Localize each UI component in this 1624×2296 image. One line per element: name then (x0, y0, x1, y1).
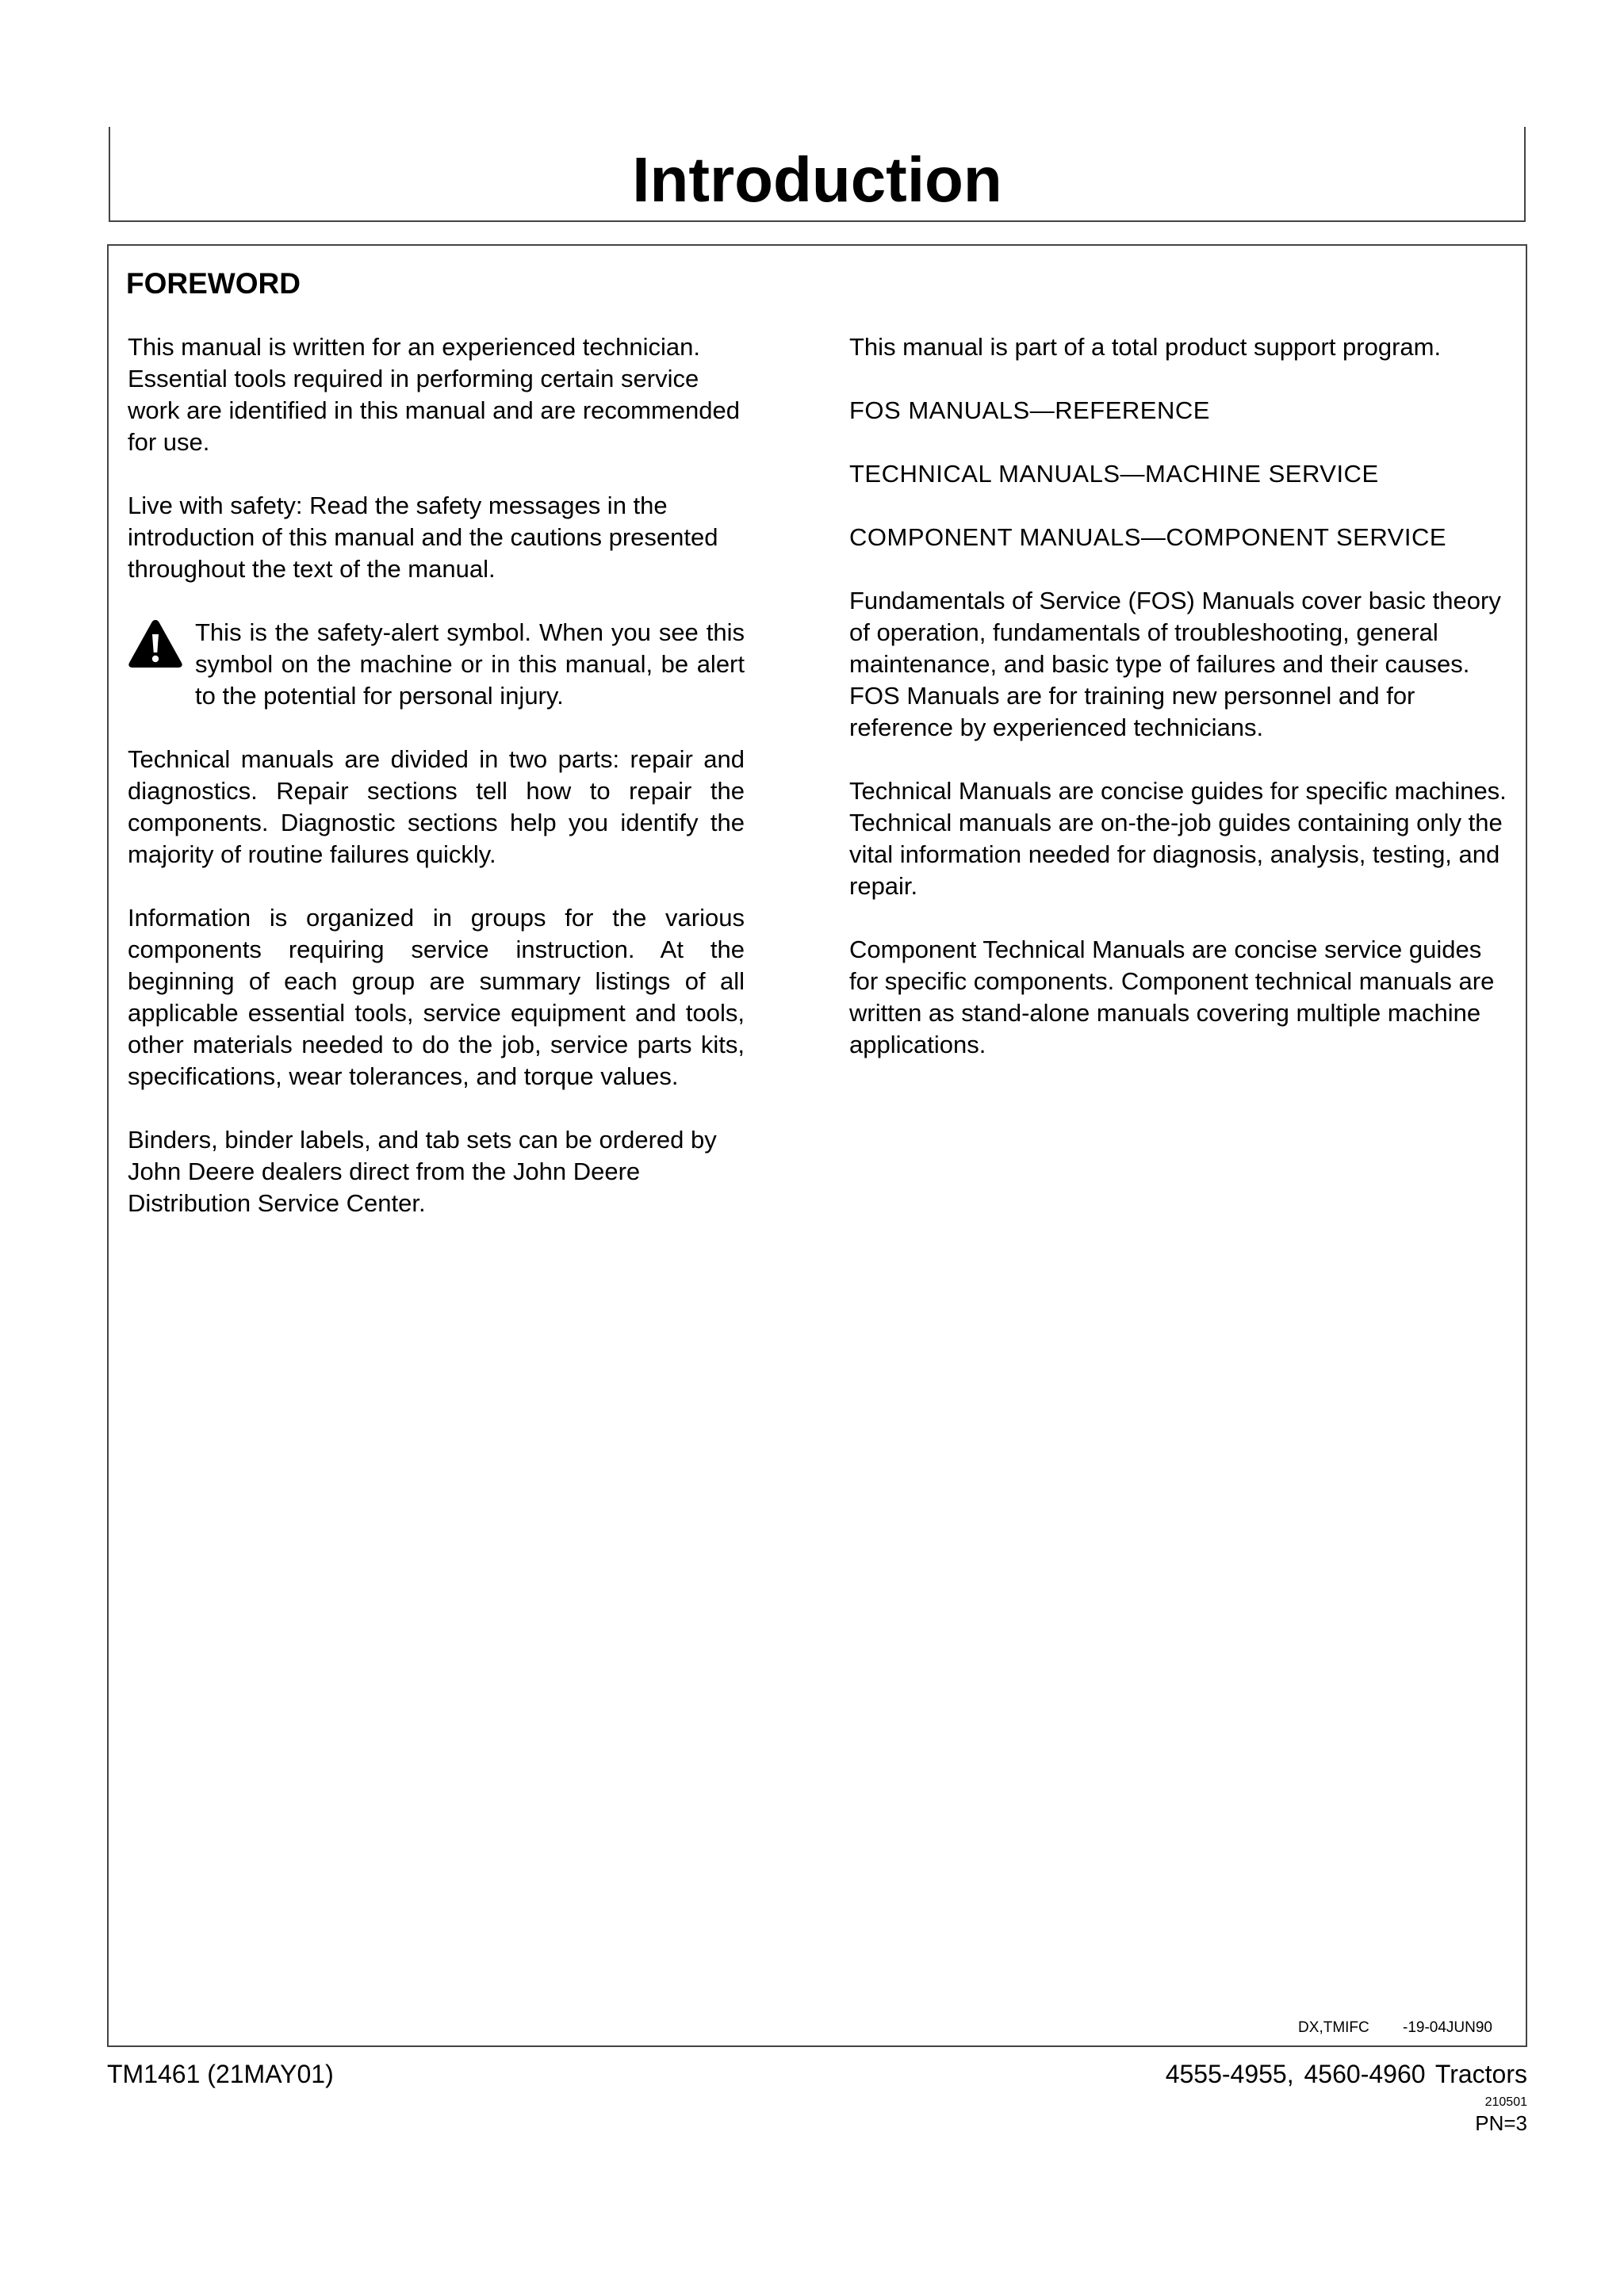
safety-alert-notice (128, 617, 745, 712)
page-title: Introduction (632, 144, 1002, 215)
paragraph-live-with-safety: Live with safety: Read the safety messages in the introduction of this manual and the cautions presented throughout the text of the manual. (128, 492, 718, 583)
title-box (109, 127, 1526, 222)
footer-manual-id: TM1461 (21MAY01) (107, 2060, 334, 2088)
right-column (849, 331, 1515, 1093)
component-manuals-line: COMPONENT MANUALS—COMPONENT SERVICE (849, 523, 1447, 551)
footer-page-number: PN=3 (1475, 2111, 1527, 2135)
left-column (128, 331, 745, 1251)
foreword-section (107, 244, 1527, 2047)
document-code: DX,TMIFC -19-04JUN90 (1298, 2019, 1492, 2036)
warning-triangle-icon (128, 618, 183, 669)
section-heading: FOREWORD (126, 267, 301, 300)
paragraph-organization: Information is organized in groups for the various components requiring service instruction. At the beginning of each group are summary listings of all applicable essential tools, service equipment and tools, other materials needed to do the job, service parts kits, specifications, wear tolerances, and torque values. (128, 904, 745, 1090)
paragraph-component-manuals: Component Technical Manuals are concise service guides for specific components. Component technical manuals are written as stand-alone manuals covering multiple machine applications. (849, 936, 1495, 1058)
paragraph-fos-manuals: Fundamentals of Service (FOS) Manuals cover basic theory of operation, fundamentals of troubleshooting, general maintenance, and basic type of failures and their causes. FOS Manuals are for training new personnel and for reference by experienced technicians. (849, 587, 1501, 741)
paragraph-binders: Binders, binder labels, and tab sets can be ordered by John Deere dealers direct from the John Deere Distribution Service Center. (128, 1126, 717, 1217)
fos-manuals-line: FOS MANUALS—REFERENCE (849, 396, 1210, 424)
technical-manuals-line: TECHNICAL MANUALS—MACHINE SERVICE (849, 460, 1379, 488)
paragraph-manual-parts: Technical manuals are divided in two parts: repair and diagnostics. Repair sections tell how to repair the components. Diagnostic sections help you identify the majority of routine failures quickly. (128, 745, 745, 868)
paragraph-intended-audience: This manual is written for an experienced technician. Essential tools required in performing certain service work are identified in this manual and are recommended for use. (128, 333, 740, 456)
paragraph-product-support: This manual is part of a total product support program. (849, 333, 1442, 361)
footer-models: 4555-4955, 4560-4960 Tractors (1165, 2060, 1527, 2088)
safety-alert-text: This is the safety-alert symbol. When you see this symbol on the machine or in this manual, be alert to the potential for personal injury. (195, 618, 745, 710)
paragraph-technical-manuals: Technical Manuals are concise guides for specific machines. Technical manuals are on-the-job guides containing only the vital information needed for diagnosis, analysis, testing, and repair. (849, 777, 1507, 900)
footer-date-code: 210501 (1484, 2095, 1527, 2109)
